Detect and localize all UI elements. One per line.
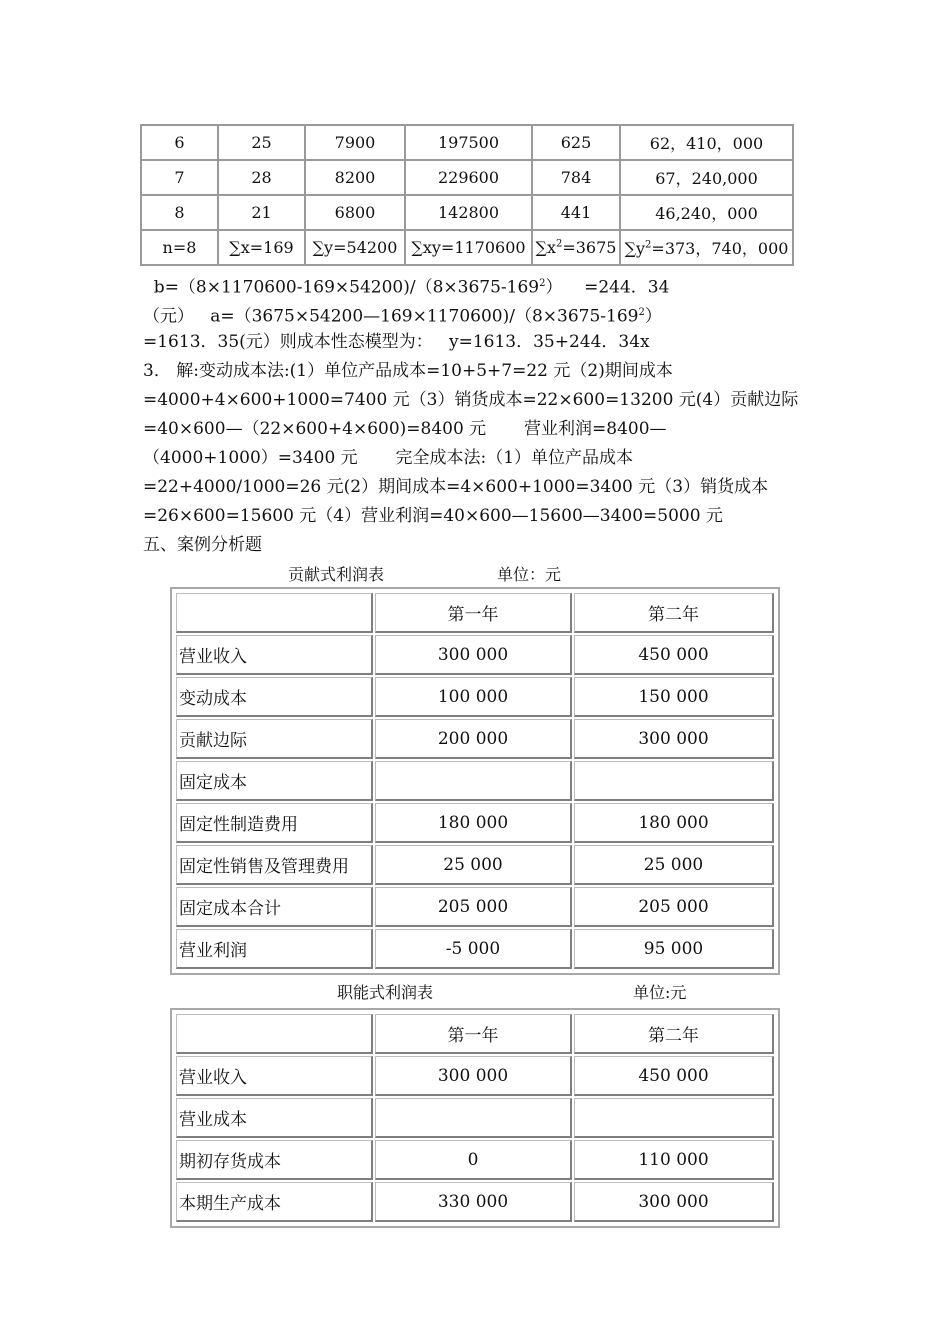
total-x2: $\sum x^2=3675$ bbox=[532, 230, 620, 265]
cell-y2: 67，240,000 bbox=[620, 160, 793, 195]
year-1-value: 180 000 bbox=[375, 803, 572, 843]
cell-y2: 62，410，000 bbox=[620, 125, 793, 160]
table-row bbox=[176, 845, 774, 885]
row-label: 营业利润 bbox=[176, 929, 373, 969]
cell-x: 21 bbox=[218, 195, 305, 230]
year-1-value: 330 000 bbox=[375, 1182, 572, 1222]
cell-y: 8200 bbox=[305, 160, 405, 195]
row-label: 营业收入 bbox=[176, 1056, 373, 1096]
total-y: ∑y=54200 bbox=[305, 230, 405, 265]
cell-n: 7 bbox=[141, 160, 218, 195]
contribution-statement-title: 贡献式利润表 bbox=[288, 565, 385, 584]
header-label bbox=[176, 593, 373, 633]
year-2-value: 25 000 bbox=[574, 845, 774, 885]
year-2-value: 180 000 bbox=[574, 803, 774, 843]
year-2-value: 110 000 bbox=[574, 1140, 774, 1180]
year-2-value bbox=[574, 761, 774, 801]
year-1-value: 100 000 bbox=[375, 677, 572, 717]
row-label: 营业收入 bbox=[176, 635, 373, 675]
cell-y: 6800 bbox=[305, 195, 405, 230]
totals-row bbox=[141, 230, 793, 265]
table-row bbox=[176, 719, 774, 759]
table-header-row bbox=[176, 593, 774, 633]
row-label: 贡献边际 bbox=[176, 719, 373, 759]
table-row bbox=[176, 761, 774, 801]
solution-line: =40×600—（22×600+4×600)=8400 元 营业利润=8400— bbox=[143, 419, 667, 439]
table-row bbox=[176, 1182, 774, 1222]
functional-statement-title: 职能式利润表 bbox=[337, 983, 434, 1002]
solution-3-line: 3． 解:变动成本法:(1）单位产品成本=10+5+7=22 元（2)期间成本 bbox=[143, 361, 673, 381]
row-label: 营业成本 bbox=[176, 1098, 373, 1138]
formula-a-line: （元） $a=(3675\times 54200—169\times 1170600)/(8\times 3675-169^2)$ bbox=[143, 306, 662, 327]
row-label: 固定性制造费用 bbox=[176, 803, 373, 843]
solution-line: （4000+1000）=3400 元 完全成本法:（1）单位产品成本 bbox=[143, 448, 634, 468]
header-year-2: 第二年 bbox=[574, 1014, 774, 1054]
table-row bbox=[141, 195, 793, 230]
year-2-value: 300 000 bbox=[574, 719, 774, 759]
total-xy: ∑xy=1170600 bbox=[405, 230, 532, 265]
row-label: 变动成本 bbox=[176, 677, 373, 717]
header-year-2: 第二年 bbox=[574, 593, 774, 633]
header-year-1: 第一年 bbox=[375, 1014, 572, 1054]
year-2-value bbox=[574, 1098, 774, 1138]
year-2-value: 95 000 bbox=[574, 929, 774, 969]
year-2-value: 205 000 bbox=[574, 887, 774, 927]
total-y2: $\sum y^2=373$，740，000 bbox=[620, 230, 793, 265]
year-1-value: 0 bbox=[375, 1140, 572, 1180]
cell-xy: 229600 bbox=[405, 160, 532, 195]
year-1-value: 300 000 bbox=[375, 1056, 572, 1096]
row-label: 期初存货成本 bbox=[176, 1140, 373, 1180]
row-label: 本期生产成本 bbox=[176, 1182, 373, 1222]
header-label bbox=[176, 1014, 373, 1054]
regression-table bbox=[140, 124, 794, 266]
cell-y: 7900 bbox=[305, 125, 405, 160]
table-row bbox=[176, 1098, 774, 1138]
year-2-value: 450 000 bbox=[574, 635, 774, 675]
table-row bbox=[141, 160, 793, 195]
functional-statement-unit: 单位:元 bbox=[633, 983, 687, 1002]
table-row bbox=[176, 887, 774, 927]
table-header-row bbox=[176, 1014, 774, 1054]
table-row bbox=[176, 1056, 774, 1096]
year-1-value: 200 000 bbox=[375, 719, 572, 759]
total-x: ∑x=169 bbox=[218, 230, 305, 265]
year-1-value: 300 000 bbox=[375, 635, 572, 675]
table-row bbox=[176, 635, 774, 675]
table-row bbox=[176, 677, 774, 717]
cell-n: 8 bbox=[141, 195, 218, 230]
year-1-value bbox=[375, 761, 572, 801]
cell-x2: 784 bbox=[532, 160, 620, 195]
cell-n: 6 bbox=[141, 125, 218, 160]
solution-line: =22+4000/1000=26 元(2）期间成本=4×600+1000=3400 元（3）销货成本 bbox=[143, 477, 769, 497]
year-1-value: -5 000 bbox=[375, 929, 572, 969]
year-2-value: 150 000 bbox=[574, 677, 774, 717]
solution-line: =4000+4×600+1000=7400 元（3）销货成本=22×600=13200 元(4）贡献边际 bbox=[143, 390, 799, 410]
table-row bbox=[176, 803, 774, 843]
formula-b-line: $b=(8\times 1170600-169\times 54200)/(8\times 3675-169^2)$ =244．34 bbox=[143, 277, 670, 298]
cell-xy: 142800 bbox=[405, 195, 532, 230]
functional-statement-table bbox=[170, 1008, 780, 1228]
row-label: 固定成本 bbox=[176, 761, 373, 801]
table-row bbox=[176, 1140, 774, 1180]
cell-xy: 197500 bbox=[405, 125, 532, 160]
year-1-value: 205 000 bbox=[375, 887, 572, 927]
row-label: 固定性销售及管理费用 bbox=[176, 845, 373, 885]
cell-x: 25 bbox=[218, 125, 305, 160]
table-row bbox=[141, 125, 793, 160]
total-n: n=8 bbox=[141, 230, 218, 265]
cell-x2: 441 bbox=[532, 195, 620, 230]
solution-line: =26×600=15600 元（4）营业利润=40×600—15600—3400=5000 元 bbox=[143, 506, 723, 526]
contribution-statement-unit: 单位：元 bbox=[497, 565, 562, 584]
row-label: 固定成本合计 bbox=[176, 887, 373, 927]
year-2-value: 450 000 bbox=[574, 1056, 774, 1096]
cell-x2: 625 bbox=[532, 125, 620, 160]
cell-x: 28 bbox=[218, 160, 305, 195]
contribution-statement-table bbox=[170, 587, 780, 975]
year-1-value: 25 000 bbox=[375, 845, 572, 885]
cost-model-line: =1613．35(元）则成本性态模型为： y=1613．35+244．34x bbox=[143, 332, 650, 352]
header-year-1: 第一年 bbox=[375, 593, 572, 633]
year-1-value bbox=[375, 1098, 572, 1138]
section-heading: 五、案例分析题 bbox=[143, 535, 262, 555]
table-row bbox=[176, 929, 774, 969]
year-2-value: 300 000 bbox=[574, 1182, 774, 1222]
cell-y2: 46,240，000 bbox=[620, 195, 793, 230]
